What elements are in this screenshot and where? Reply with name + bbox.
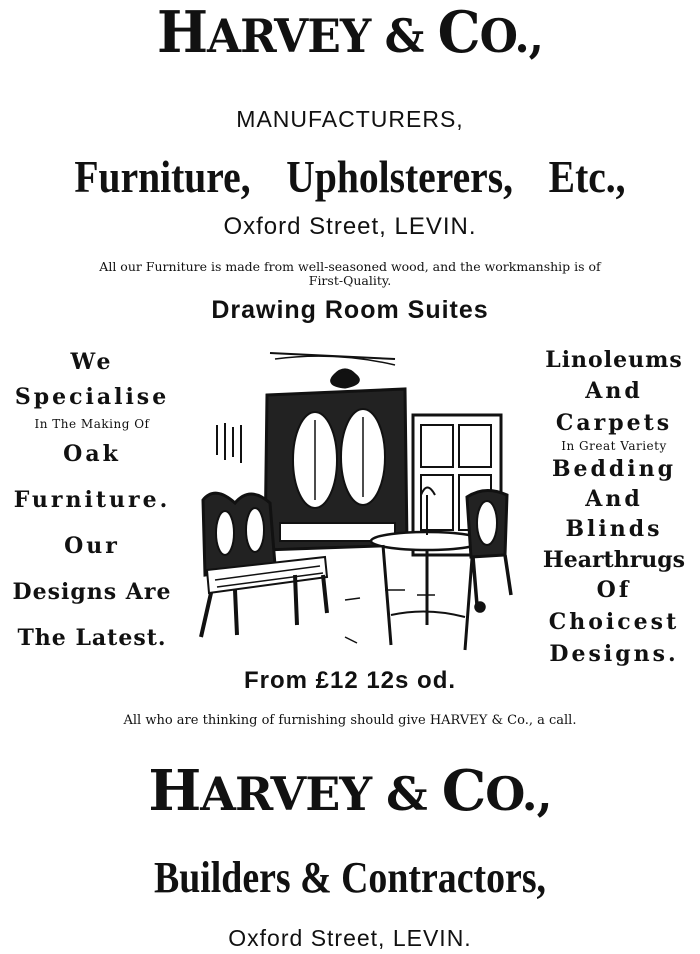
firm-letter: C: [441, 758, 486, 824]
price-line: From £12 12s od.: [243, 667, 457, 694]
quality-note-line-1: All our Furniture is made from well-seasoned wood, and the workmanship is of: [99, 259, 601, 274]
firm-letter: C: [437, 0, 480, 66]
quality-note: [0, 260, 700, 288]
left-line: In The Making Of: [34, 417, 150, 431]
builders-heading: Builders & Contractors,: [153, 853, 547, 902]
right-line: Blinds: [565, 516, 663, 542]
right-column: [528, 344, 700, 669]
firm-letter: H: [156, 0, 208, 66]
left-line: The Latest.: [17, 625, 167, 651]
right-line: Designs.: [549, 641, 679, 667]
drawing-room-heading: Drawing Room Suites: [211, 296, 489, 324]
right-line: Hearthrugs: [542, 547, 686, 573]
right-line: Carpets: [555, 410, 673, 436]
left-line: Oak: [63, 441, 121, 467]
right-line: In Great Variety: [561, 439, 667, 453]
right-line: Choicest: [548, 609, 680, 635]
firm-letters: ARVEY: [207, 9, 371, 64]
right-line: And: [585, 486, 643, 512]
firm-ampersand: &: [370, 9, 438, 64]
firm-ampersand: &: [371, 767, 442, 821]
trades-heading: Furniture, Upholsterers, Etc.,: [74, 151, 626, 202]
firm-name-bottom: [0, 758, 700, 824]
call-note: All who are thinking of furnishing should give HARVEY & Co., a call.: [123, 713, 577, 728]
firm-letters: O.,: [485, 767, 552, 821]
quality-note-line-2: First-Quality.: [308, 273, 392, 288]
left-line: Designs Are: [12, 579, 172, 605]
left-line: Furniture.: [13, 487, 171, 513]
left-column: [0, 347, 184, 661]
right-line: Of: [596, 577, 632, 603]
firm-letter: H: [148, 758, 201, 824]
address-top: Oxford Street, LEVIN.: [223, 213, 477, 240]
right-line: Bedding: [551, 456, 677, 482]
right-line: Linoleums: [545, 347, 683, 373]
left-line: Our: [64, 533, 120, 559]
right-line: And: [585, 378, 643, 404]
left-line: Specialise: [14, 384, 170, 410]
address-bottom: Oxford Street, LEVIN.: [228, 925, 472, 951]
left-line: We: [70, 349, 114, 375]
firm-name-top: [0, 0, 700, 66]
firm-letters: O.,: [479, 9, 543, 64]
manufacturers-heading: MANUFACTURERS,: [236, 106, 464, 132]
furniture-illustration: [195, 345, 530, 665]
firm-letters: ARVEY: [200, 767, 372, 821]
